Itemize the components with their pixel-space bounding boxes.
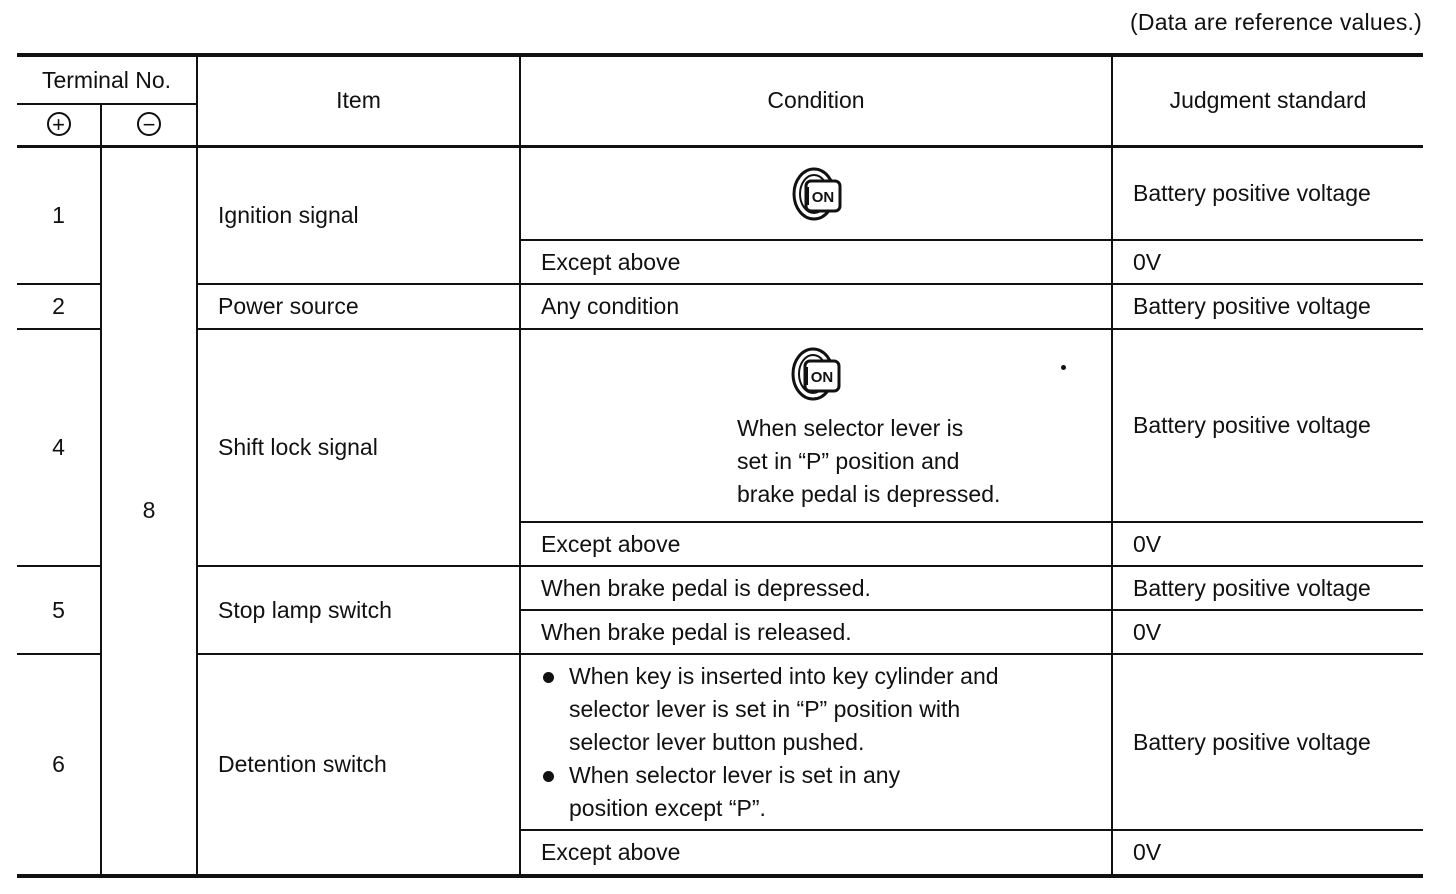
table-row	[17, 566, 1423, 610]
ground-terminal-cell: 8	[101, 146, 197, 876]
print-speck	[1061, 365, 1066, 370]
condition-line: When selector lever is	[737, 415, 964, 441]
shift-lock-condition	[737, 340, 1000, 511]
table-row	[17, 329, 1423, 522]
judgment-cell: Battery positive voltage	[1112, 566, 1423, 610]
terminal-cell: 5	[17, 566, 101, 654]
judgment-cell: Battery positive voltage	[1112, 329, 1423, 522]
judgment-cell: 0V	[1112, 522, 1423, 566]
condition-line: selector lever button pushed.	[569, 728, 865, 755]
plus-terminal-header	[17, 104, 101, 146]
minus-circle-icon: −	[137, 112, 161, 136]
terminal-cell: 2	[17, 284, 101, 329]
item-cell: Shift lock signal	[197, 329, 520, 566]
condition-header: Condition	[520, 55, 1112, 146]
key-icon-wrap	[737, 340, 1000, 412]
terminal-cell: 6	[17, 654, 101, 876]
condition-line: position except “P”.	[569, 794, 766, 821]
ignition-key-on-icon	[783, 340, 847, 406]
item-header: Item	[197, 55, 520, 146]
terminal-spec-table	[17, 53, 1423, 878]
condition-cell: When brake pedal is depressed.	[520, 566, 1112, 610]
detention-conditions-list	[521, 660, 1111, 825]
svg-text:ON: ON	[810, 369, 834, 386]
judgment-cell: 0V	[1112, 240, 1423, 284]
ignition-key-on-icon	[784, 161, 848, 225]
condition-cell: Except above	[520, 522, 1112, 566]
item-cell: Detention switch	[197, 654, 520, 876]
terminal-cell: 4	[17, 329, 101, 566]
plus-circle-icon: +	[47, 112, 71, 136]
condition-cell	[520, 146, 1112, 240]
table-row	[17, 284, 1423, 329]
judgment-cell: Battery positive voltage	[1112, 654, 1423, 830]
condition-cell: Except above	[520, 830, 1112, 876]
condition-cell: Any condition	[520, 284, 1112, 329]
item-cell: Power source	[197, 284, 520, 329]
reference-note: (Data are reference values.)	[1130, 9, 1422, 35]
judgment-header: Judgment standard	[1112, 55, 1423, 146]
judgment-cell: 0V	[1112, 610, 1423, 654]
condition-cell: When brake pedal is released.	[520, 610, 1112, 654]
svg-text:ON: ON	[811, 189, 835, 207]
judgment-cell: 0V	[1112, 830, 1423, 876]
judgment-cell: Battery positive voltage	[1112, 146, 1423, 240]
condition-line: selector lever is set in “P” position with	[569, 695, 961, 722]
condition-line: brake pedal is depressed.	[737, 481, 1001, 507]
table-row	[17, 654, 1423, 830]
minus-terminal-header	[101, 104, 197, 146]
condition-line: set in “P” position and	[737, 448, 960, 474]
terminal-no-header: Terminal No.	[17, 55, 197, 104]
condition-cell	[520, 654, 1112, 830]
terminal-cell: 1	[17, 146, 101, 284]
item-cell: Ignition signal	[197, 146, 520, 284]
condition-line: When selector lever is set in any	[569, 761, 901, 788]
condition-line: When key is inserted into key cylinder and	[569, 662, 999, 689]
condition-cell: Except above	[520, 240, 1112, 284]
item-cell: Stop lamp switch	[197, 566, 520, 654]
list-item	[541, 660, 1111, 759]
condition-cell	[520, 329, 1112, 522]
list-item	[541, 759, 1111, 825]
judgment-cell: Battery positive voltage	[1112, 284, 1423, 329]
table-row	[17, 146, 1423, 240]
